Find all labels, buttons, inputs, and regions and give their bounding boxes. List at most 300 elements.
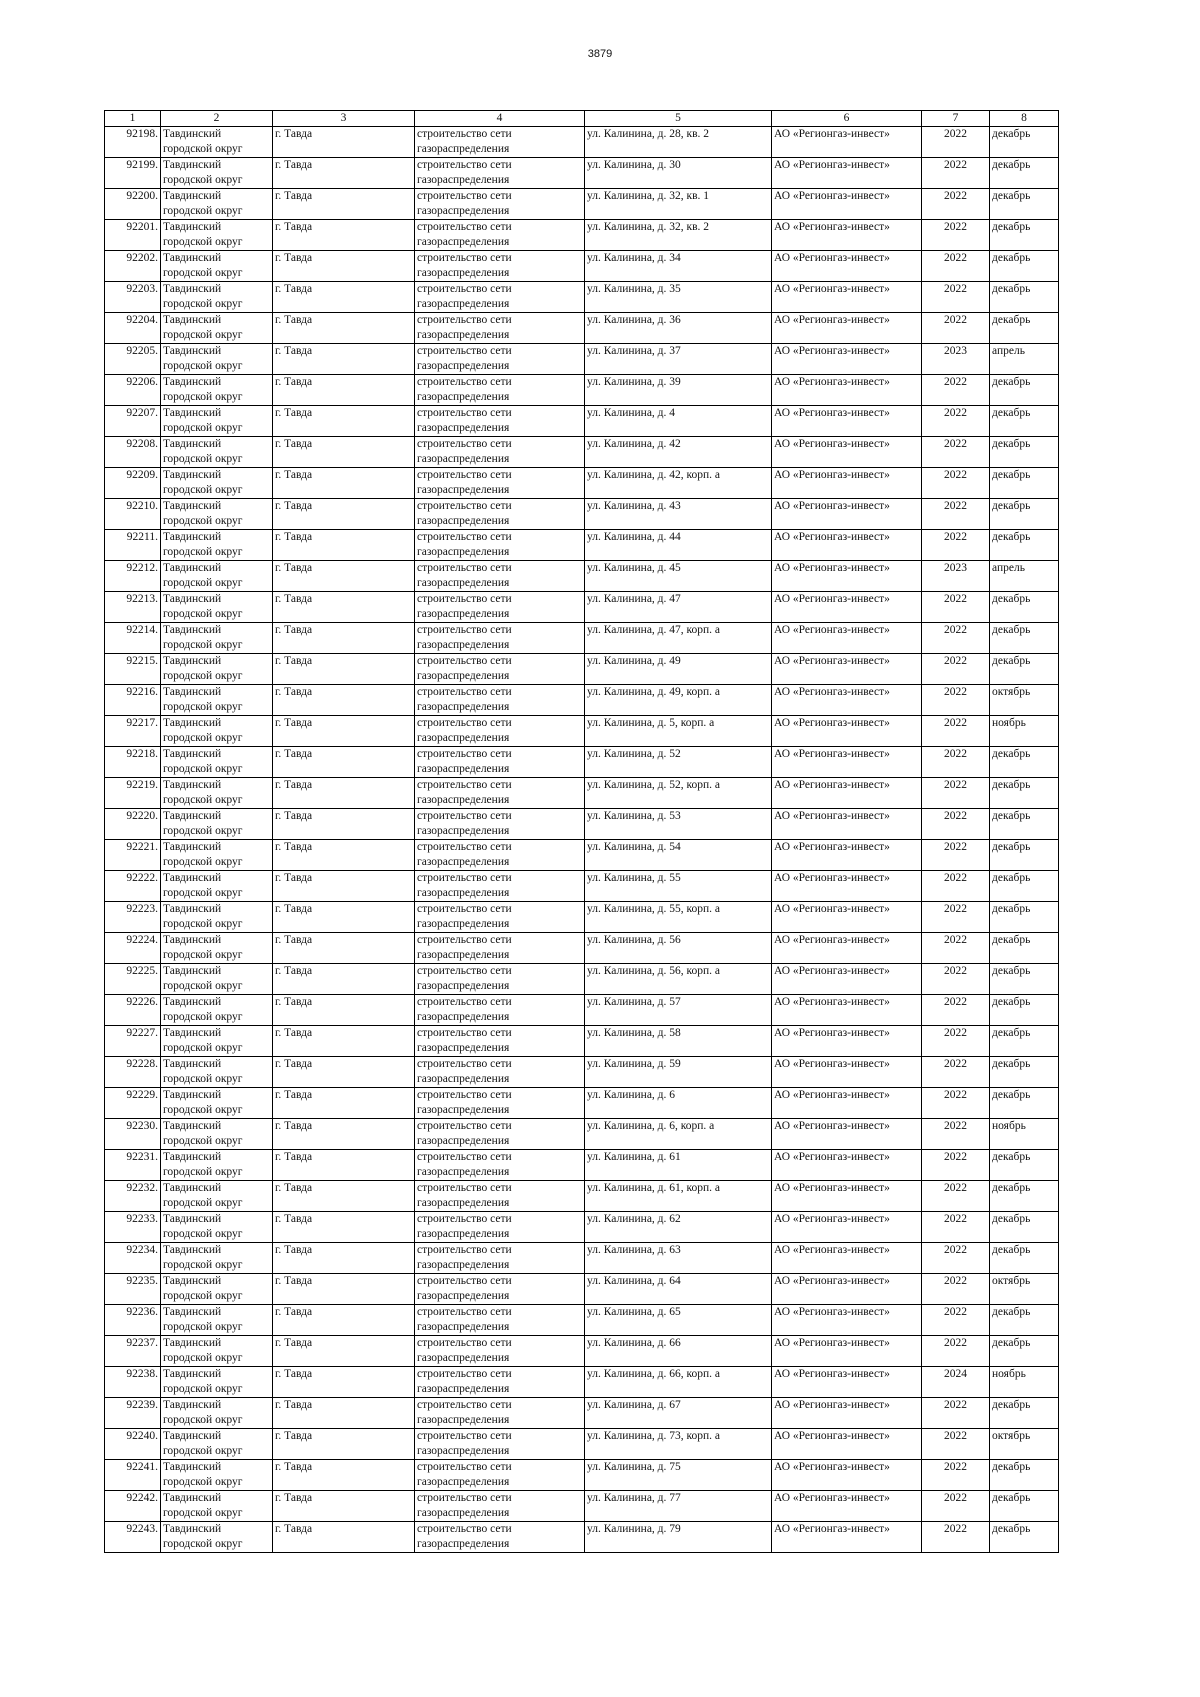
table-row [105,127,1059,158]
work-type-cell [415,902,585,933]
row-number-cell: 92203. [105,282,161,313]
month-cell: декабрь [990,933,1059,964]
operator-cell: АО «Регионгаз-инвест» [772,685,922,716]
district-line-1: Тавдинский [163,531,222,543]
address-cell: ул. Калинина, д. 44 [585,530,772,561]
month-cell: декабрь [990,747,1059,778]
year-cell: 2022 [922,251,990,282]
year-cell: 2022 [922,933,990,964]
district-line-2: городской округ [163,701,243,713]
district-cell [161,685,273,716]
table-row [105,1150,1059,1181]
work-type-line-2: газораспределения [417,174,510,186]
work-type-cell [415,1336,585,1367]
row-number-cell: 92217. [105,716,161,747]
row-number-cell: 92233. [105,1212,161,1243]
year-cell: 2022 [922,1460,990,1491]
year-cell: 2022 [922,809,990,840]
work-type-line-2: газораспределения [417,732,510,744]
operator-cell: АО «Регионгаз-инвест» [772,1305,922,1336]
district-line-2: городской округ [163,1290,243,1302]
row-number-cell: 92211. [105,530,161,561]
district-cell [161,1088,273,1119]
district-line-2: городской округ [163,422,243,434]
work-type-line-2: газораспределения [417,236,510,248]
district-line-2: городской округ [163,143,243,155]
month-cell: ноябрь [990,716,1059,747]
district-cell [161,1119,273,1150]
address-cell: ул. Калинина, д. 67 [585,1398,772,1429]
table-header-row [105,111,1059,127]
work-type-line-1: строительство сети [417,159,512,171]
district-cell [161,623,273,654]
work-type-cell [415,654,585,685]
settlement-cell: г. Тавда [273,840,415,871]
work-type-line-2: газораспределения [417,918,510,930]
row-number-cell: 92209. [105,468,161,499]
operator-cell: АО «Регионгаз-инвест» [772,468,922,499]
table-row [105,1367,1059,1398]
work-type-line-2: газораспределения [417,763,510,775]
year-cell: 2022 [922,1026,990,1057]
settlement-cell: г. Тавда [273,871,415,902]
month-cell: декабрь [990,375,1059,406]
operator-cell: АО «Регионгаз-инвест» [772,1274,922,1305]
work-type-line-2: газораспределения [417,1166,510,1178]
table-row [105,313,1059,344]
row-number-cell: 92202. [105,251,161,282]
district-cell [161,251,273,282]
table-row [105,747,1059,778]
year-cell: 2022 [922,1212,990,1243]
year-cell: 2022 [922,1305,990,1336]
work-type-line-2: газораспределения [417,1228,510,1240]
row-number-cell: 92228. [105,1057,161,1088]
settlement-cell: г. Тавда [273,530,415,561]
address-cell: ул. Калинина, д. 73, корп. а [585,1429,772,1460]
work-type-cell [415,1150,585,1181]
settlement-cell: г. Тавда [273,344,415,375]
gas-network-table [104,110,1059,1553]
operator-cell: АО «Регионгаз-инвест» [772,995,922,1026]
district-line-2: городской округ [163,1507,243,1519]
work-type-line-1: строительство сети [417,1523,512,1535]
work-type-line-2: газораспределения [417,639,510,651]
month-cell: декабрь [990,809,1059,840]
operator-cell: АО «Регионгаз-инвест» [772,1491,922,1522]
month-cell: декабрь [990,1491,1059,1522]
operator-cell: АО «Регионгаз-инвест» [772,251,922,282]
row-number-cell: 92223. [105,902,161,933]
district-line-1: Тавдинский [163,1213,222,1225]
year-cell: 2022 [922,747,990,778]
row-number-cell: 92237. [105,1336,161,1367]
work-type-line-1: строительство сети [417,810,512,822]
district-line-2: городской округ [163,1042,243,1054]
row-number-cell: 92241. [105,1460,161,1491]
table-row [105,158,1059,189]
district-cell [161,437,273,468]
work-type-cell [415,592,585,623]
year-cell: 2022 [922,1119,990,1150]
year-cell: 2023 [922,344,990,375]
district-cell [161,1398,273,1429]
table-row [105,716,1059,747]
operator-cell: АО «Регионгаз-инвест» [772,499,922,530]
address-cell: ул. Калинина, д. 61, корп. а [585,1181,772,1212]
work-type-cell [415,1181,585,1212]
district-line-1: Тавдинский [163,1275,222,1287]
district-cell [161,592,273,623]
work-type-line-2: газораспределения [417,453,510,465]
district-line-1: Тавдинский [163,1461,222,1473]
district-cell [161,1367,273,1398]
work-type-line-2: газораспределения [417,1321,510,1333]
table-row [105,189,1059,220]
work-type-line-1: строительство сети [417,841,512,853]
month-cell: апрель [990,344,1059,375]
work-type-line-1: строительство сети [417,469,512,481]
operator-cell: АО «Регионгаз-инвест» [772,1212,922,1243]
month-cell: декабрь [990,1212,1059,1243]
district-line-2: городской округ [163,1135,243,1147]
address-cell: ул. Калинина, д. 28, кв. 2 [585,127,772,158]
district-line-1: Тавдинский [163,841,222,853]
district-cell [161,220,273,251]
settlement-cell: г. Тавда [273,716,415,747]
work-type-line-1: строительство сети [417,1120,512,1132]
work-type-cell [415,1305,585,1336]
settlement-cell: г. Тавда [273,1181,415,1212]
month-cell: декабрь [990,158,1059,189]
district-cell [161,995,273,1026]
work-type-line-1: строительство сети [417,1089,512,1101]
operator-cell: АО «Регионгаз-инвест» [772,530,922,561]
row-number-cell: 92213. [105,592,161,623]
table-row [105,499,1059,530]
district-line-2: городской округ [163,1321,243,1333]
work-type-line-1: строительство сети [417,1430,512,1442]
month-cell: декабрь [990,1057,1059,1088]
table-row [105,1119,1059,1150]
year-cell: 2022 [922,1181,990,1212]
district-cell [161,1150,273,1181]
month-cell: декабрь [990,592,1059,623]
table-row [105,1460,1059,1491]
district-cell [161,778,273,809]
operator-cell: АО «Регионгаз-инвест» [772,747,922,778]
year-cell: 2022 [922,623,990,654]
month-cell: октябрь [990,1429,1059,1460]
district-line-2: городской округ [163,360,243,372]
operator-cell: АО «Регионгаз-инвест» [772,592,922,623]
month-cell: декабрь [990,964,1059,995]
month-cell: декабрь [990,840,1059,871]
work-type-cell [415,1491,585,1522]
district-cell [161,127,273,158]
address-cell: ул. Калинина, д. 62 [585,1212,772,1243]
district-cell [161,1429,273,1460]
work-type-line-2: газораспределения [417,1538,510,1550]
district-line-1: Тавдинский [163,934,222,946]
district-line-2: городской округ [163,1445,243,1457]
month-cell: ноябрь [990,1119,1059,1150]
work-type-line-1: строительство сети [417,1182,512,1194]
row-number-cell: 92236. [105,1305,161,1336]
operator-cell: АО «Регионгаз-инвест» [772,778,922,809]
settlement-cell: г. Тавда [273,778,415,809]
work-type-line-1: строительство сети [417,903,512,915]
operator-cell: АО «Регионгаз-инвест» [772,902,922,933]
month-cell: декабрь [990,1398,1059,1429]
district-line-1: Тавдинский [163,655,222,667]
district-line-1: Тавдинский [163,1182,222,1194]
work-type-line-1: строительство сети [417,1027,512,1039]
row-number-cell: 92224. [105,933,161,964]
work-type-line-2: газораспределения [417,1197,510,1209]
row-number-cell: 92207. [105,406,161,437]
address-cell: ул. Калинина, д. 5, корп. а [585,716,772,747]
work-type-line-2: газораспределения [417,1383,510,1395]
settlement-cell: г. Тавда [273,1026,415,1057]
work-type-line-1: строительство сети [417,438,512,450]
district-cell [161,1460,273,1491]
work-type-line-2: газораспределения [417,794,510,806]
district-line-2: городской округ [163,453,243,465]
district-line-2: городской округ [163,825,243,837]
settlement-cell: г. Тавда [273,1150,415,1181]
year-cell: 2022 [922,1274,990,1305]
row-number-cell: 92225. [105,964,161,995]
district-line-2: городской округ [163,980,243,992]
settlement-cell: г. Тавда [273,313,415,344]
work-type-line-2: газораспределения [417,608,510,620]
work-type-line-2: газораспределения [417,267,510,279]
table-row [105,623,1059,654]
address-cell: ул. Калинина, д. 34 [585,251,772,282]
work-type-line-1: строительство сети [417,1213,512,1225]
table-row [105,251,1059,282]
district-line-2: городской округ [163,1011,243,1023]
row-number-cell: 92206. [105,375,161,406]
settlement-cell: г. Тавда [273,251,415,282]
district-line-2: городской округ [163,732,243,744]
address-cell: ул. Калинина, д. 58 [585,1026,772,1057]
table-row [105,561,1059,592]
table-row [105,778,1059,809]
work-type-cell [415,468,585,499]
settlement-cell: г. Тавда [273,1522,415,1553]
address-cell: ул. Калинина, д. 47, корп. а [585,623,772,654]
district-cell [161,344,273,375]
address-cell: ул. Калинина, д. 75 [585,1460,772,1491]
year-cell: 2022 [922,313,990,344]
month-cell: декабрь [990,499,1059,530]
table-body [105,127,1059,1553]
district-cell [161,499,273,530]
row-number-cell: 92229. [105,1088,161,1119]
month-cell: декабрь [990,778,1059,809]
district-line-1: Тавдинский [163,593,222,605]
operator-cell: АО «Регионгаз-инвест» [772,158,922,189]
work-type-line-1: строительство сети [417,748,512,760]
work-type-cell [415,1119,585,1150]
district-line-2: городской округ [163,391,243,403]
year-cell: 2022 [922,1398,990,1429]
work-type-cell [415,344,585,375]
year-cell: 2022 [922,964,990,995]
year-cell: 2022 [922,1491,990,1522]
district-line-2: городской округ [163,1166,243,1178]
work-type-cell [415,840,585,871]
work-type-line-2: газораспределения [417,1414,510,1426]
row-number-cell: 92205. [105,344,161,375]
year-cell: 2022 [922,1336,990,1367]
operator-cell: АО «Регионгаз-инвест» [772,1088,922,1119]
table-row [105,344,1059,375]
settlement-cell: г. Тавда [273,1305,415,1336]
settlement-cell: г. Тавда [273,406,415,437]
district-cell [161,654,273,685]
district-line-2: городской округ [163,515,243,527]
work-type-line-2: газораспределения [417,1445,510,1457]
work-type-line-1: строительство сети [417,221,512,233]
year-cell: 2022 [922,1522,990,1553]
district-line-2: городской округ [163,1383,243,1395]
work-type-line-1: строительство сети [417,779,512,791]
table-row [105,933,1059,964]
row-number-cell: 92198. [105,127,161,158]
month-cell: декабрь [990,995,1059,1026]
work-type-cell [415,313,585,344]
address-cell: ул. Калинина, д. 39 [585,375,772,406]
district-line-2: городской округ [163,1197,243,1209]
district-cell [161,1181,273,1212]
month-cell: декабрь [990,282,1059,313]
work-type-line-2: газораспределения [417,422,510,434]
work-type-line-1: строительство сети [417,283,512,295]
district-line-2: городской округ [163,1228,243,1240]
table-row [105,1057,1059,1088]
row-number-cell: 92200. [105,189,161,220]
district-line-2: городской округ [163,856,243,868]
address-cell: ул. Калинина, д. 6, корп. а [585,1119,772,1150]
district-line-1: Тавдинский [163,469,222,481]
table-row [105,282,1059,313]
work-type-cell [415,1398,585,1429]
district-cell [161,1057,273,1088]
district-cell [161,1026,273,1057]
work-type-cell [415,623,585,654]
year-cell: 2022 [922,437,990,468]
table-row [105,995,1059,1026]
work-type-line-2: газораспределения [417,1259,510,1271]
settlement-cell: г. Тавда [273,1274,415,1305]
work-type-line-1: строительство сети [417,686,512,698]
settlement-cell: г. Тавда [273,902,415,933]
district-cell [161,158,273,189]
work-type-cell [415,1212,585,1243]
district-line-1: Тавдинский [163,1151,222,1163]
row-number-cell: 92238. [105,1367,161,1398]
address-cell: ул. Калинина, д. 63 [585,1243,772,1274]
district-line-1: Тавдинский [163,965,222,977]
work-type-line-1: строительство сети [417,593,512,605]
row-number-cell: 92235. [105,1274,161,1305]
year-cell: 2023 [922,561,990,592]
year-cell: 2022 [922,716,990,747]
district-cell [161,1243,273,1274]
address-cell: ул. Калинина, д. 49, корп. а [585,685,772,716]
address-cell: ул. Калинина, д. 53 [585,809,772,840]
address-cell: ул. Калинина, д. 35 [585,282,772,313]
year-cell: 2022 [922,406,990,437]
settlement-cell: г. Тавда [273,1367,415,1398]
district-line-1: Тавдинский [163,624,222,636]
district-line-1: Тавдинский [163,407,222,419]
work-type-line-1: строительство сети [417,252,512,264]
district-line-1: Тавдинский [163,1523,222,1535]
settlement-cell: г. Тавда [273,592,415,623]
work-type-line-2: газораспределения [417,825,510,837]
district-cell [161,964,273,995]
address-cell: ул. Калинина, д. 32, кв. 1 [585,189,772,220]
table-row [105,809,1059,840]
month-cell: апрель [990,561,1059,592]
work-type-cell [415,1429,585,1460]
district-line-1: Тавдинский [163,252,222,264]
settlement-cell: г. Тавда [273,1212,415,1243]
address-cell: ул. Калинина, д. 47 [585,592,772,623]
year-cell: 2022 [922,902,990,933]
district-line-2: городской округ [163,670,243,682]
year-cell: 2022 [922,468,990,499]
month-cell: декабрь [990,406,1059,437]
district-line-2: городской округ [163,298,243,310]
column-header-8: 8 [990,111,1059,127]
year-cell: 2022 [922,778,990,809]
work-type-cell [415,406,585,437]
district-cell [161,1491,273,1522]
month-cell: декабрь [990,189,1059,220]
work-type-cell [415,282,585,313]
work-type-cell [415,964,585,995]
month-cell: декабрь [990,1243,1059,1274]
year-cell: 2022 [922,499,990,530]
table-row [105,1398,1059,1429]
work-type-line-2: газораспределения [417,298,510,310]
work-type-line-2: газораспределения [417,1290,510,1302]
district-line-1: Тавдинский [163,314,222,326]
row-number-cell: 92219. [105,778,161,809]
column-header-7: 7 [922,111,990,127]
table-row [105,1522,1059,1553]
district-cell [161,468,273,499]
work-type-line-1: строительство сети [417,407,512,419]
settlement-cell: г. Тавда [273,437,415,468]
address-cell: ул. Калинина, д. 55, корп. а [585,902,772,933]
work-type-line-2: газораспределения [417,391,510,403]
district-line-2: городской округ [163,205,243,217]
address-cell: ул. Калинина, д. 54 [585,840,772,871]
table-row [105,1026,1059,1057]
district-line-1: Тавдинский [163,221,222,233]
district-line-1: Тавдинский [163,810,222,822]
district-line-1: Тавдинский [163,1492,222,1504]
district-cell [161,747,273,778]
month-cell: декабрь [990,1150,1059,1181]
operator-cell: АО «Регионгаз-инвест» [772,623,922,654]
